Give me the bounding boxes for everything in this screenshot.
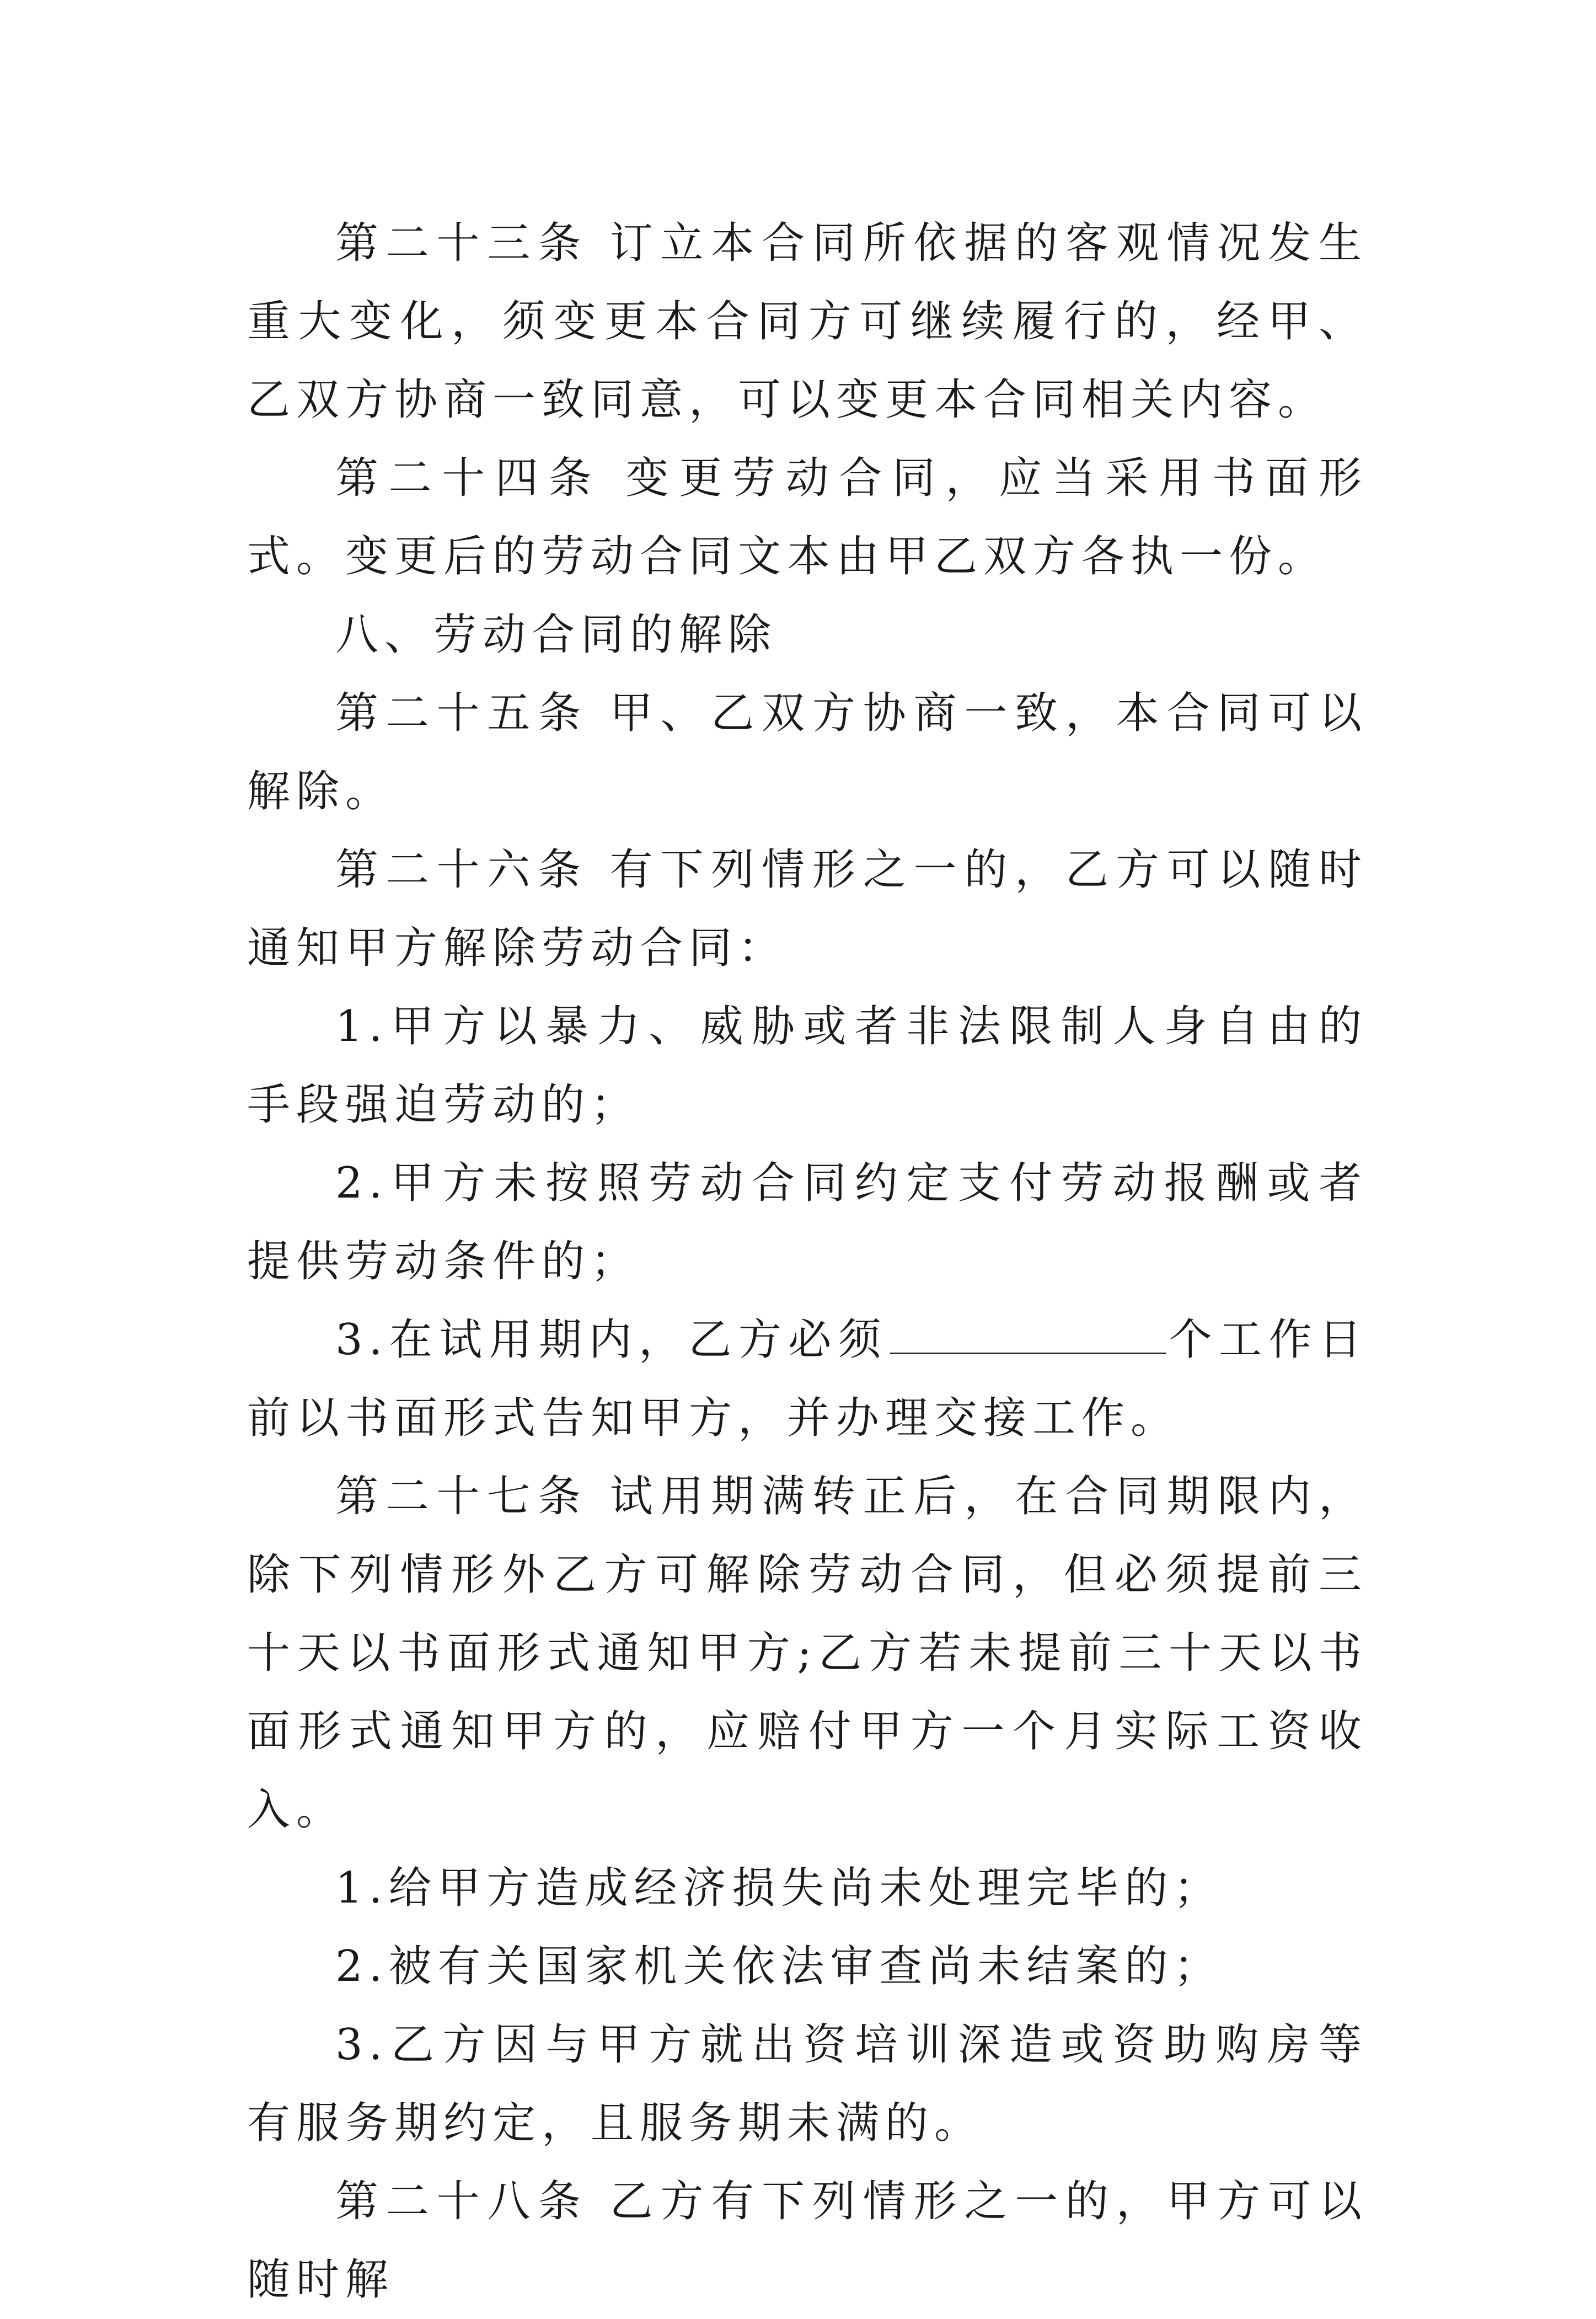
article-23-paragraph: 第二十三条 订立本合同所依据的客观情况发生重大变化，须变更本合同方可继续履行的，经甲、乙双方协商一致同意，可以变更本合同相关内容。: [247, 218, 1368, 425]
article-28-paragraph: 第二十八条 乙方有下列情形之一的，甲方可以随时解: [247, 2177, 1368, 2305]
article-24-paragraph: 第二十四条 变更劳动合同，应当采用书面形式。变更后的劳动合同文本由甲乙双方各执一份。: [247, 453, 1368, 581]
article-27-item-3: 3.乙方因与甲方就出资培训深造或资助购房等有服务期约定，且服务期未满的。: [247, 2020, 1368, 2148]
article-26-item-2: 2.甲方未按照劳动合同约定支付劳动报酬或者提供劳动条件的；: [247, 1158, 1368, 1286]
document-body: [247, 204, 1368, 2319]
article-27-paragraph: 第二十七条 试用期满转正后，在合同期限内，除下列情形外乙方可解除劳动合同，但必须提前三十天以书面形式通知甲方;乙方若未提前三十天以书面形式通知甲方的，应赔付甲方一个月实际工资收入。: [247, 1472, 1368, 1835]
article-26-paragraph: 第二十六条 有下列情形之一的，乙方可以随时通知甲方解除劳动合同：: [247, 845, 1368, 973]
item-3-suffix: 个工作日前以书面形式告知甲方，并办理交接工作。: [247, 1315, 1368, 1443]
section-heading-termination: 八、劳动合同的解除: [335, 610, 778, 660]
item-3-prefix: 3.在试用期内，乙方必须: [335, 1315, 888, 1365]
article-26-item-3: [247, 1301, 1368, 1457]
article-27-item-1: 1.给甲方造成经济损失尚未处理完毕的；: [335, 1863, 1223, 1913]
article-27-item-2: 2.被有关国家机关依法审查尚未结案的；: [335, 1942, 1223, 1991]
article-25-paragraph: 第二十五条 甲、乙双方协商一致，本合同可以解除。: [247, 688, 1368, 816]
article-26-item-1: 1.甲方以暴力、威胁或者非法限制人身自由的手段强迫劳动的；: [247, 1002, 1368, 1130]
fill-in-blank-line[interactable]: [890, 1314, 1166, 1354]
